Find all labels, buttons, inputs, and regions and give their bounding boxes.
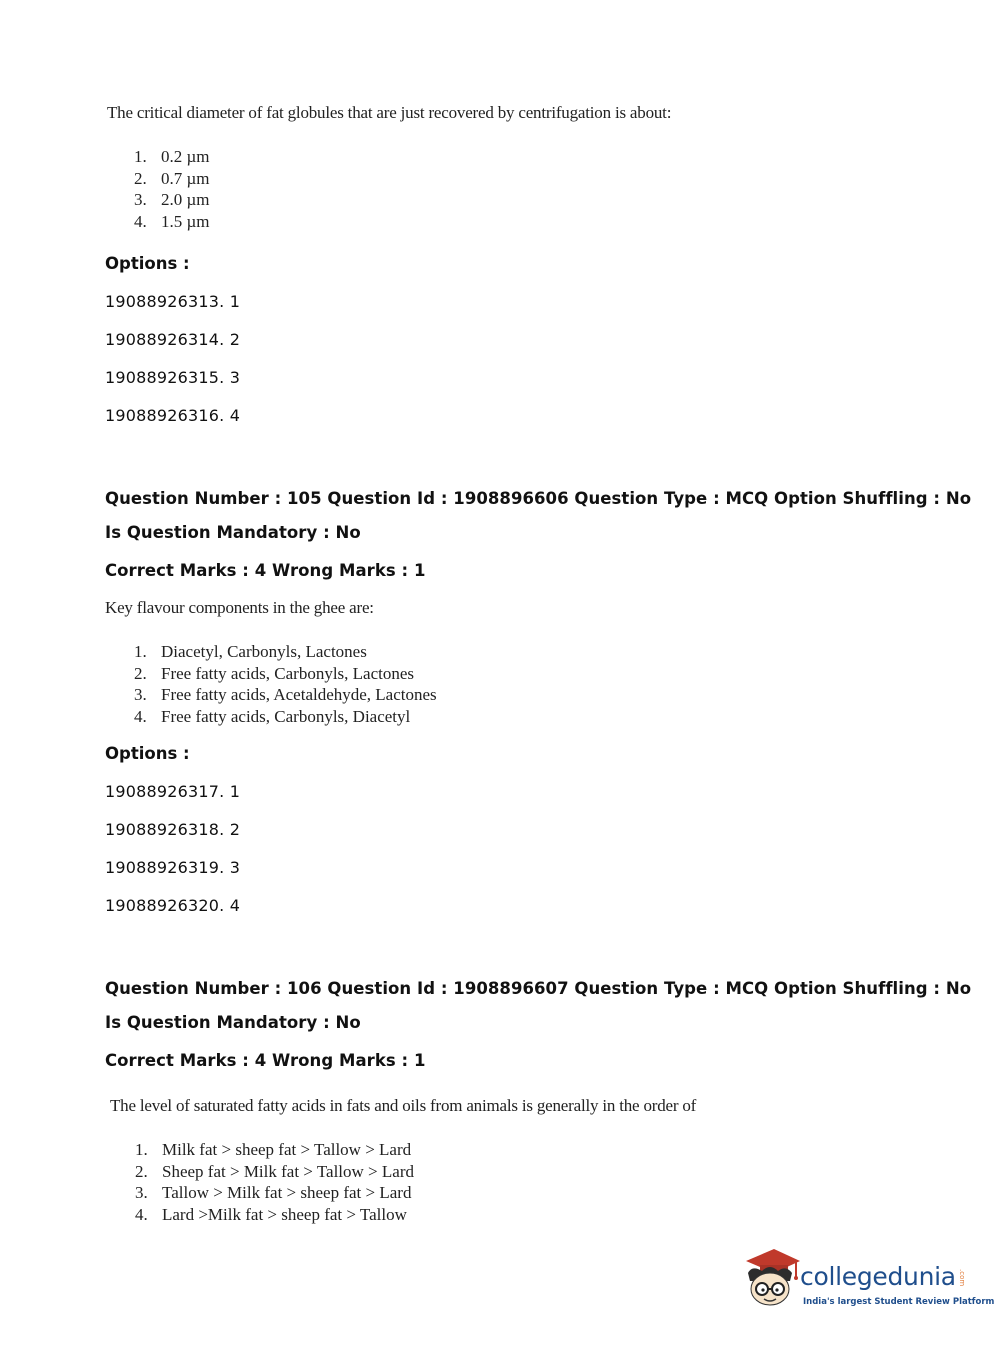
question-105-marks: Correct Marks : 4 Wrong Marks : 1 (105, 561, 426, 580)
option-id: 19088926314. 2 (105, 330, 241, 349)
choice-row: 4. Free fatty acids, Carbonyls, Diacetyl (134, 706, 411, 726)
question-105-meta: Question Number : 105 Question Id : 1908896606 Question Type : MCQ Option Shuffling : No (105, 489, 972, 508)
brand-tagline: India's largest Student Review Platform (803, 1297, 995, 1307)
options-heading: Options : (105, 254, 190, 273)
question-105-mandatory: Is Question Mandatory : No (105, 523, 361, 542)
choice-row: 1. 0.2 µm (134, 147, 210, 166)
question-105-choices (134, 641, 437, 727)
collegedunia-logo[interactable] (740, 1247, 995, 1322)
question-104-text: The critical diameter of fat globules that are just recovered by centrifugation is about: (107, 103, 672, 122)
choice-row: 2. Free fatty acids, Carbonyls, Lactones (134, 663, 415, 683)
mascot-icon (740, 1247, 802, 1317)
question-106-meta: Question Number : 106 Question Id : 1908896607 Question Type : MCQ Option Shuffling : No (105, 979, 972, 998)
option-id: 19088926315. 3 (105, 368, 241, 387)
choice-row: 3. 2.0 µm (134, 190, 210, 209)
option-id: 19088926319. 3 (105, 858, 241, 877)
option-id: 19088926318. 2 (105, 820, 241, 839)
choice-row: 2. 0.7 µm (134, 168, 210, 188)
question-106-text: The level of saturated fatty acids in fats and oils from animals is generally in the order of (110, 1096, 697, 1115)
choice-row: 4. 1.5 µm (134, 211, 210, 231)
question-106-mandatory: Is Question Mandatory : No (105, 1013, 361, 1032)
question-106-marks: Correct Marks : 4 Wrong Marks : 1 (105, 1051, 426, 1070)
choice-row: 3. Free fatty acids, Acetaldehyde, Lactones (134, 685, 437, 704)
question-106-choices (135, 1139, 414, 1225)
option-id: 19088926320. 4 (105, 896, 241, 915)
brand-suffix: .com (958, 1269, 966, 1287)
question-104-choices (134, 146, 210, 232)
choice-row: 3. Tallow > Milk fat > sheep fat > Lard (135, 1183, 412, 1202)
choice-row: 2. Sheep fat > Milk fat > Tallow > Lard (135, 1161, 414, 1181)
options-heading: Options : (105, 744, 190, 763)
brand-name: collegedunia (800, 1262, 956, 1291)
question-105-text: Key flavour components in the ghee are: (105, 598, 374, 617)
choice-row: 1. Diacetyl, Carbonyls, Lactones (134, 642, 367, 661)
option-id: 19088926317. 1 (105, 782, 241, 801)
option-id: 19088926313. 1 (105, 292, 241, 311)
choice-row: 4. Lard >Milk fat > sheep fat > Tallow (135, 1204, 407, 1224)
option-id: 19088926316. 4 (105, 406, 241, 425)
choice-row: 1. Milk fat > sheep fat > Tallow > Lard (135, 1140, 412, 1159)
